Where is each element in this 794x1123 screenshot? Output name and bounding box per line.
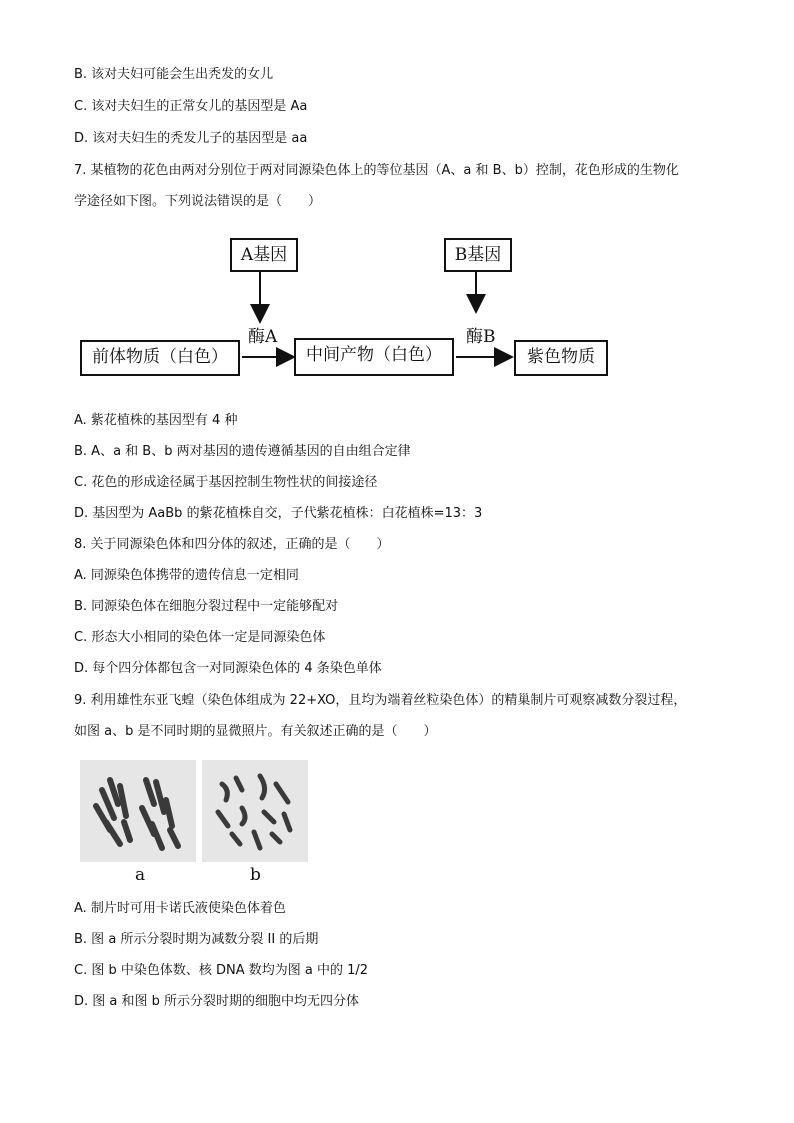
q7-option-c: C. 花色的形成途径属于基因控制生物性状的间接途径: [74, 475, 378, 490]
gene-a-box: A基因: [230, 238, 298, 272]
final-product-box: 紫色物质: [514, 340, 608, 376]
enzyme-b-label: 酶B: [466, 327, 496, 347]
option-c-prev: C. 该对夫妇生的正常女儿的基因型是 Aa: [74, 99, 308, 114]
gene-b-box: B基因: [444, 238, 512, 272]
q8-option-a: A. 同源染色体携带的遗传信息一定相同: [74, 568, 299, 583]
option-d-prev: D. 该对夫妇生的秃发儿子的基因型是 aa: [74, 131, 308, 146]
q8-option-c: C. 形态大小相同的染色体一定是同源染色体: [74, 630, 326, 645]
enzyme-a-label: 酶A: [248, 327, 278, 347]
caption-a: a: [135, 865, 146, 885]
q9-option-d: D. 图 a 和图 b 所示分裂时期的细胞中均无四分体: [74, 994, 360, 1009]
micrograph-a: [80, 760, 196, 862]
q7-stem-line1: 7. 某植物的花色由两对分别位于两对同源染色体上的等位基因（A、a 和 B、b）控制，花色形成的生物化: [74, 163, 679, 178]
q9-stem-line2: 如图 a、b 是不同时期的显微照片。有关叙述正确的是（ ）: [74, 724, 437, 739]
pathway-diagram: [78, 230, 618, 380]
intermediate-box: 中间产物（白色）: [294, 338, 454, 376]
option-b-prev: B. 该对夫妇可能会生出秃发的女儿: [74, 67, 274, 82]
chromosomes-b: [202, 760, 308, 862]
q9-option-c: C. 图 b 中染色体数、核 DNA 数均为图 a 中的 1/2: [74, 963, 369, 978]
precursor-box: 前体物质（白色）: [80, 340, 240, 376]
caption-b: b: [250, 865, 261, 885]
q7-stem-line2: 学途径如下图。下列说法错误的是（ ）: [74, 194, 322, 209]
q7-option-b: B. A、a 和 B、b 两对基因的遗传遵循基因的自由组合定律: [74, 444, 411, 459]
q7-option-d: D. 基因型为 AaBb 的紫花植株自交，子代紫花植株：白花植株=13：3: [74, 506, 483, 521]
chromosomes-a: [80, 760, 196, 862]
q9-option-b: B. 图 a 所示分裂时期为减数分裂 II 的后期: [74, 932, 319, 947]
micrograph-b: [202, 760, 308, 862]
q9-option-a: A. 制片时可用卡诺氏液使染色体着色: [74, 901, 286, 916]
q8-option-d: D. 每个四分体都包含一对同源染色体的 4 条染色单体: [74, 661, 382, 676]
q8-option-b: B. 同源染色体在细胞分裂过程中一定能够配对: [74, 599, 339, 614]
q9-stem-line1: 9. 利用雄性东亚飞蝗（染色体组成为 22+XO，且均为端着丝粒染色体）的精巢制片可观察减数分裂过程，: [74, 693, 687, 708]
q8-stem: 8. 关于同源染色体和四分体的叙述，正确的是（ ）: [74, 537, 390, 552]
q7-option-a: A. 紫花植株的基因型有 4 种: [74, 413, 238, 428]
